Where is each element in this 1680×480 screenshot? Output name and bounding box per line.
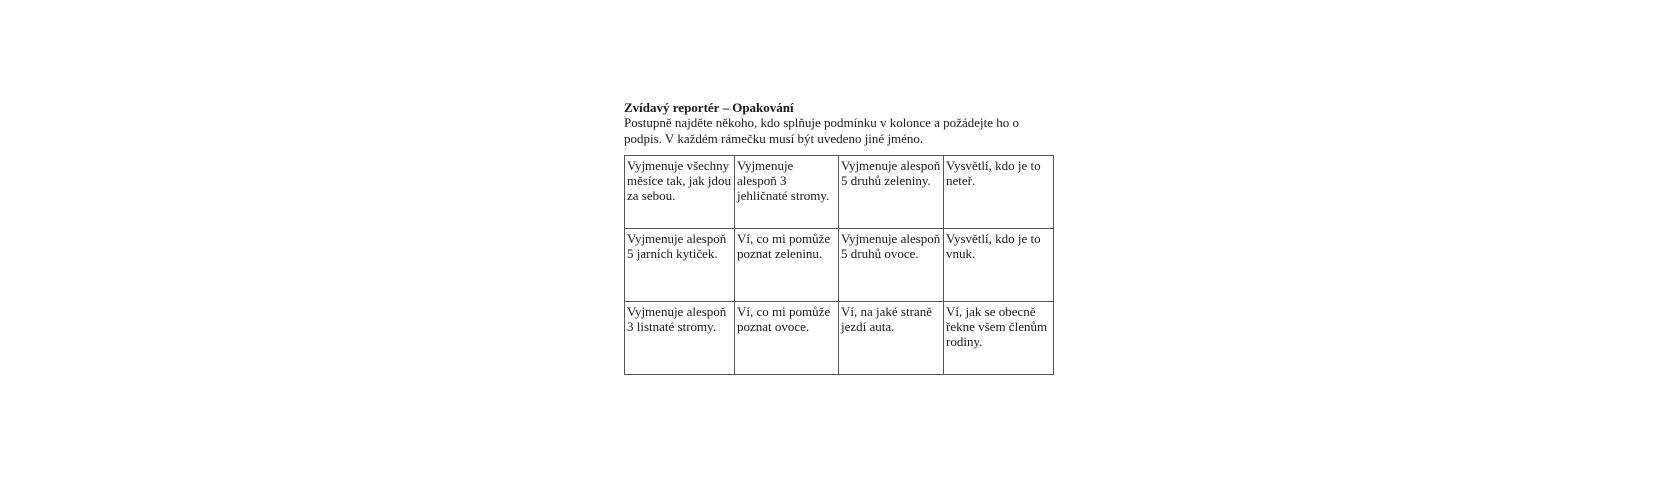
grid-cell: Vyjmenuje alespoň 3 listnaté stromy. <box>625 302 735 375</box>
grid-cell: Vyjmenuje všechny měsíce tak, jak jdou za sebou. <box>625 156 735 229</box>
grid-cell: Vysvětlí, kdo je to vnuk. <box>944 229 1054 302</box>
grid-cell: Ví, na jaké straně jezdí auta. <box>839 302 944 375</box>
grid-cell: Vysvětlí, kdo je to neteř. <box>944 156 1054 229</box>
grid-cell: Vyjmenuje alespoň 5 jarních kytiček. <box>625 229 735 302</box>
grid-row <box>625 156 1054 229</box>
grid-cell: Vyjmenuje alespoň 5 druhů zeleniny. <box>839 156 944 229</box>
bingo-grid <box>624 155 1054 375</box>
document-page <box>624 100 1064 349</box>
grid-row <box>625 302 1054 375</box>
document-title: Zvídavý reportér – Opakování <box>624 100 794 115</box>
document-instructions: Postupně najděte někoho, kdo splňuje podmínku v kolonce a požádejte ho o podpis. V každém rámečku musí být uvedeno jiné jméno. <box>624 115 1019 146</box>
grid-cell: Ví, co mi pomůže poznat ovoce. <box>735 302 839 375</box>
grid-cell: Ví, co mi pomůže poznat zeleninu. <box>735 229 839 302</box>
grid-cell: Ví, jak se obecně řekne všem členům rodiny. <box>944 302 1054 375</box>
grid-cell: Vyjmenuje alespoň 3 jehličnaté stromy. <box>735 156 839 229</box>
grid-cell: Vyjmenuje alespoň 5 druhů ovoce. <box>839 229 944 302</box>
grid-row <box>625 229 1054 302</box>
